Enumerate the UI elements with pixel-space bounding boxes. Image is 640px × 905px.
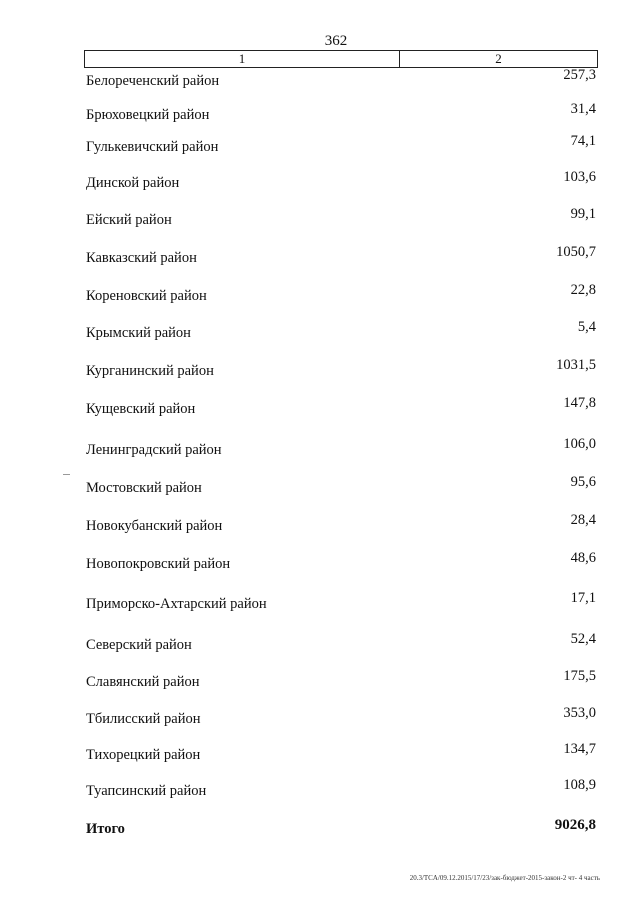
- district-value: 28,4: [570, 512, 596, 528]
- total-label: Итого: [86, 821, 125, 837]
- district-name: Тбилисский район: [86, 711, 201, 727]
- district-name: Ленинградский район: [86, 442, 222, 458]
- district-name: Кавказский район: [86, 250, 197, 266]
- district-name: Кущевский район: [86, 401, 196, 417]
- district-value: 99,1: [570, 206, 596, 222]
- district-value: 257,3: [563, 67, 596, 83]
- district-value: 175,5: [563, 668, 596, 684]
- district-value: 134,7: [563, 741, 596, 757]
- district-value: 1031,5: [556, 357, 596, 373]
- district-name: Туапсинский район: [86, 783, 207, 799]
- district-value: 74,1: [570, 133, 596, 149]
- district-name: Крымский район: [86, 325, 191, 341]
- header-column-2: 2: [495, 51, 502, 66]
- district-name: Новопокровский район: [86, 556, 231, 572]
- district-value: 103,6: [563, 169, 596, 185]
- district-value: 48,6: [570, 550, 596, 566]
- district-name: Славянский район: [86, 674, 200, 690]
- district-name: Приморско-Ахтарский район: [86, 596, 267, 612]
- district-name: Северский район: [86, 637, 192, 653]
- district-value: 22,8: [570, 282, 596, 298]
- district-value: 147,8: [563, 395, 596, 411]
- district-name: Мостовский район: [86, 480, 202, 496]
- district-value: 95,6: [570, 474, 596, 490]
- district-name: Брюховецкий район: [86, 107, 210, 123]
- district-value: 108,9: [563, 777, 596, 793]
- footer-code: 20.3/TCA/09.12.2015/17/23/зак-бюджет-2015-закон-2 чт- 4 часть: [409, 874, 600, 882]
- district-value: 1050,7: [556, 244, 596, 260]
- district-value: 106,0: [563, 436, 596, 452]
- district-value: 52,4: [570, 631, 596, 647]
- district-name: Новокубанский район: [86, 518, 223, 534]
- total-value: 9026,8: [554, 817, 596, 833]
- district-name: Динской район: [86, 175, 180, 191]
- district-name: Курганинский район: [86, 363, 214, 379]
- header-column-1: 1: [85, 51, 400, 67]
- district-value: 353,0: [563, 705, 596, 721]
- district-name: Гулькевичский район: [86, 139, 219, 155]
- district-name: Ейский район: [86, 212, 172, 228]
- district-name: Белореченский район: [86, 73, 220, 89]
- district-value: 31,4: [570, 101, 596, 117]
- district-value: 17,1: [570, 590, 596, 606]
- district-name: Тихорецкий район: [86, 747, 201, 763]
- page-number: 362: [324, 33, 348, 49]
- district-value: 5,4: [577, 319, 596, 335]
- district-name: Кореновский район: [86, 288, 207, 304]
